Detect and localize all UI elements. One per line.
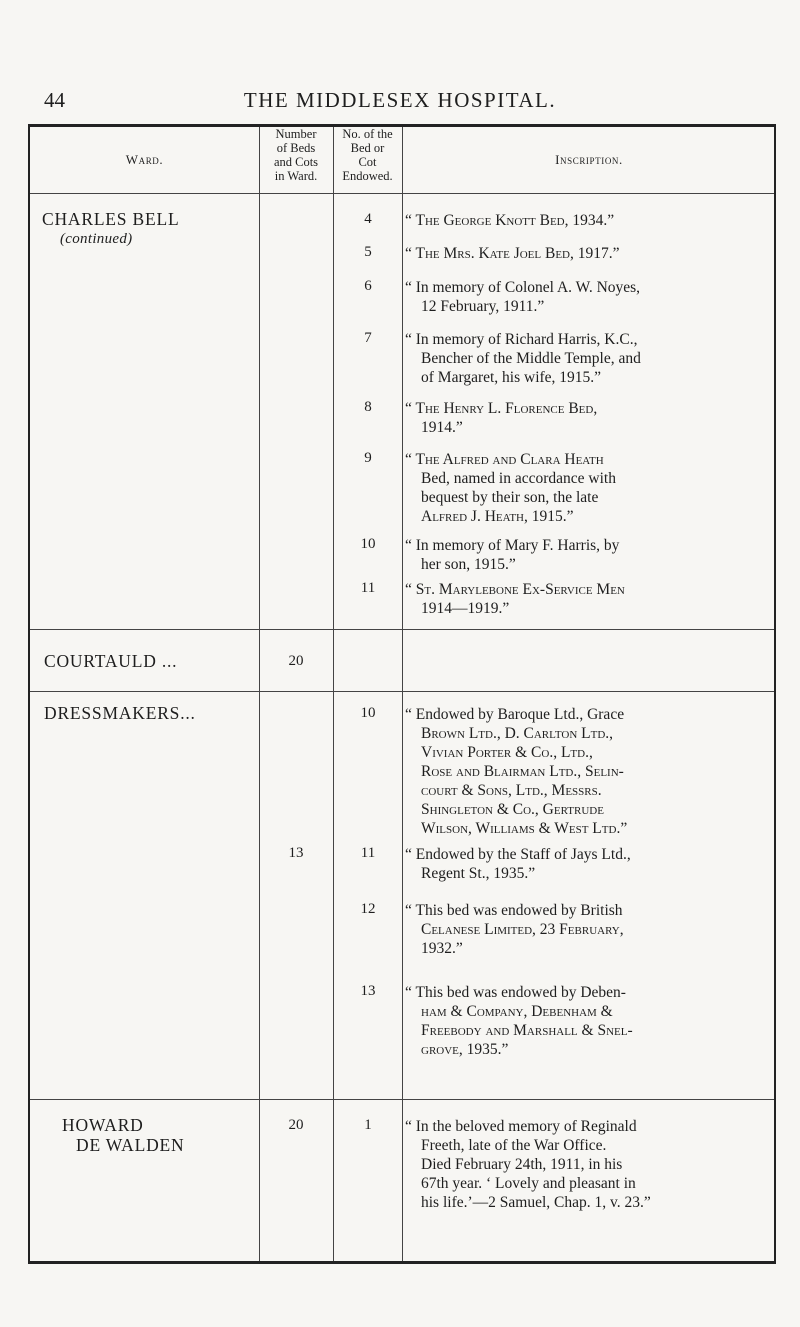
inscription-line: 1932.”	[421, 940, 463, 957]
page-header	[0, 86, 800, 116]
bed-number: 6	[364, 278, 372, 294]
header-beds-line: and Cots	[273, 155, 319, 169]
inscription	[405, 705, 775, 838]
bed-count: 20	[288, 1117, 304, 1133]
running-title: THE MIDDLESEX HOSPITAL.	[243, 88, 557, 112]
column-divider	[259, 127, 260, 1261]
inscription-line: her son, 1915.”	[421, 556, 516, 573]
inscription-line: Vivian Porter & Co., Ltd.,	[421, 744, 593, 761]
inscription-line: 12 February, 1911.”	[421, 298, 545, 315]
ward-name: DE WALDEN	[76, 1135, 185, 1155]
inscription-line: Freeth, late of the War Office.	[421, 1137, 607, 1154]
bed-number: 12	[360, 901, 376, 917]
inscription-line: Wilson, Williams & West Ltd.”	[421, 820, 628, 837]
inscription	[405, 983, 775, 1059]
bed-count: 20	[288, 653, 304, 669]
header-beds	[259, 127, 333, 183]
inscription	[405, 901, 775, 958]
ward-name: CHARLES BELL	[42, 209, 180, 229]
inscription-line: ham & Company, Debenham &	[421, 1003, 613, 1020]
header-endowed	[333, 127, 402, 183]
inscription-line: 1914—1919.”	[421, 600, 510, 617]
row-divider	[30, 691, 774, 692]
inscription-line: “ The Alfred and Clara Heath	[405, 451, 604, 468]
bed-number: 8	[364, 399, 372, 415]
ward-dressmakers: DRESSMAKERS...	[44, 703, 196, 723]
row-divider	[30, 1099, 774, 1100]
ward-howard-de-walden	[44, 1115, 184, 1155]
inscription-line: “ In memory of Colonel A. W. Noyes,	[405, 279, 641, 296]
inscription-line: “ In memory of Mary F. Harris, by	[405, 537, 620, 554]
inscription-line: “ The George Knott Bed, 1934.”	[405, 212, 615, 229]
inscription-line: grove, 1935.”	[421, 1041, 509, 1058]
inscription-line: “ In memory of Richard Harris, K.C.,	[405, 331, 638, 348]
inscription-line: his life.’—2 Samuel, Chap. 1, v. 23.”	[421, 1194, 651, 1211]
bed-number: 7	[364, 330, 372, 346]
inscription-line: “ St. Marylebone Ex-Service Men	[405, 581, 625, 598]
bed-number: 10	[360, 536, 376, 552]
header-beds-line: Number	[275, 127, 317, 141]
inscription-line: “ In the beloved memory of Reginald	[405, 1118, 637, 1135]
bed-number: 5	[364, 244, 372, 260]
inscription-line: 67th year. ‘ Lovely and pleasant in	[421, 1175, 636, 1192]
bed-count: 13	[288, 845, 304, 861]
inscription-line: Rose and Blairman Ltd., Selin-	[421, 763, 624, 780]
inscription-line: “ This bed was endowed by Deben-	[405, 984, 626, 1001]
inscription	[405, 278, 775, 316]
inscription-line: Celanese Limited, 23 February,	[421, 921, 624, 938]
column-divider	[402, 127, 403, 1261]
ward-name: HOWARD	[62, 1115, 144, 1135]
inscription-line: “ The Mrs. Kate Joel Bed, 1917.”	[405, 245, 620, 262]
ward-note: (continued)	[60, 231, 133, 247]
inscription	[405, 330, 775, 387]
inscription	[405, 536, 775, 574]
column-divider	[333, 127, 334, 1261]
header-endowed-line: No. of the	[342, 127, 393, 141]
inscription-line: court & Sons, Ltd., Messrs.	[421, 782, 602, 799]
inscription-line: bequest by their son, the late	[421, 489, 599, 506]
endowment-table	[28, 124, 776, 1264]
bed-number: 11	[360, 845, 376, 861]
inscription-line: Shingleton & Co., Gertrude	[421, 801, 604, 818]
inscription	[405, 211, 775, 230]
bed-number: 1	[364, 1117, 372, 1133]
header-endowed-line: Cot	[358, 155, 377, 169]
inscription-line: “ This bed was endowed by British	[405, 902, 623, 919]
header-endowed-line: Endowed.	[342, 169, 393, 183]
bed-number: 10	[360, 705, 376, 721]
header-beds-line: in Ward.	[274, 169, 318, 183]
row-divider	[30, 629, 774, 630]
inscription-line: Bed, named in accordance with	[421, 470, 616, 487]
inscription	[405, 244, 775, 263]
inscription-line: Brown Ltd., D. Carlton Ltd.,	[421, 725, 614, 742]
bed-number: 9	[364, 450, 372, 466]
inscription	[405, 1117, 775, 1212]
inscription-line: “ Endowed by the Staff of Jays Ltd.,	[405, 846, 631, 863]
inscription-line: Died February 24th, 1911, in his	[421, 1156, 623, 1173]
inscription	[405, 450, 775, 526]
inscription-line: of Margaret, his wife, 1915.”	[421, 369, 602, 386]
ward-courtauld: COURTAULD ...	[44, 651, 178, 671]
inscription	[405, 399, 775, 437]
inscription-line: Bencher of the Middle Temple, and	[421, 350, 641, 367]
bed-number: 11	[360, 580, 376, 596]
inscription	[405, 845, 775, 883]
inscription-line: Regent St., 1935.”	[421, 865, 536, 882]
bed-number: 4	[364, 211, 372, 227]
inscription-line: Freebody and Marshall & Snel-	[421, 1022, 633, 1039]
inscription-line: 1914.”	[421, 419, 463, 436]
inscription-line: Alfred J. Heath, 1915.”	[421, 508, 574, 525]
bed-number: 13	[360, 983, 376, 999]
inscription	[405, 580, 775, 618]
header-ward: Ward.	[125, 152, 164, 167]
inscription-line: “ Endowed by Baroque Ltd., Grace	[405, 706, 625, 723]
header-endowed-line: Bed or	[350, 141, 385, 155]
header-divider	[30, 193, 774, 194]
header-beds-line: of Beds	[276, 141, 316, 155]
header-inscription: Inscription.	[555, 152, 623, 167]
ward-charles-bell	[42, 209, 179, 249]
page-number: 44	[44, 88, 65, 112]
inscription-line: “ The Henry L. Florence Bed,	[405, 400, 598, 417]
